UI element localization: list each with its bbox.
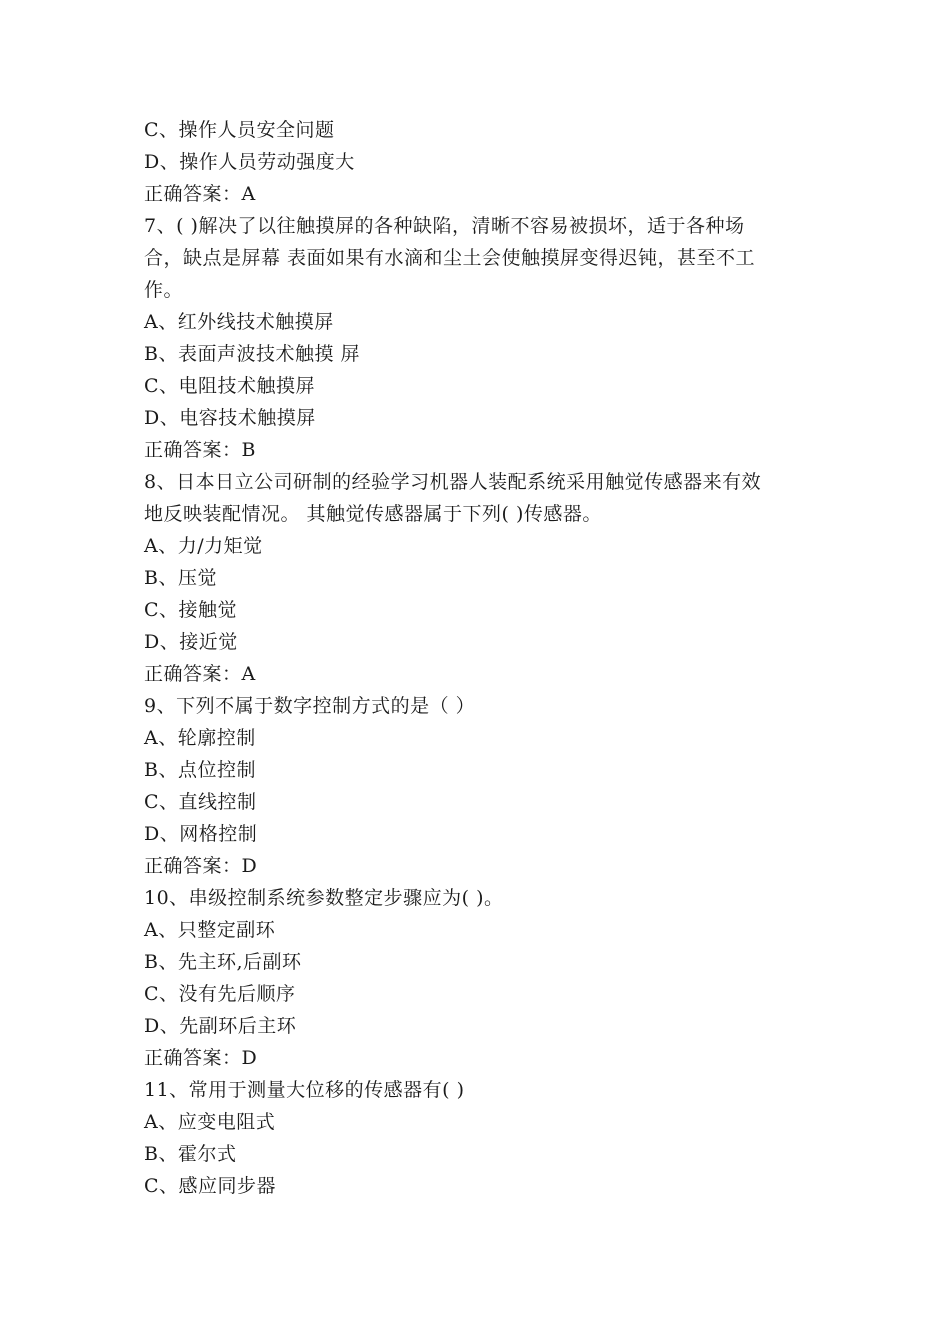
option-line: A、轮廓控制 xyxy=(144,727,256,749)
question-stem-line: 9、下列不属于数字控制方式的是（ ） xyxy=(144,695,476,717)
option-line: B、压觉 xyxy=(144,567,217,589)
option-line: B、先主环,后副环 xyxy=(144,951,302,973)
option-line: B、点位控制 xyxy=(144,759,256,781)
option-line: D、操作人员劳动强度大 xyxy=(144,151,355,173)
question-11 xyxy=(144,1074,812,1202)
answer-line: 正确答案：D xyxy=(144,855,258,877)
answer-line: 正确答案：B xyxy=(144,439,256,461)
answer-line: 正确答案：A xyxy=(144,663,256,685)
answer-line: 正确答案：A xyxy=(144,183,256,205)
option-line: A、只整定副环 xyxy=(144,919,276,941)
option-line: D、接近觉 xyxy=(144,631,238,653)
option-line: B、霍尔式 xyxy=(144,1143,237,1165)
question-8 xyxy=(144,466,812,690)
option-line: C、直线控制 xyxy=(144,791,257,813)
option-line: B、表面声波技术触摸 屏 xyxy=(144,343,361,365)
document-page xyxy=(144,114,812,1202)
option-line: D、网格控制 xyxy=(144,823,258,845)
question-stem-line: 合，缺点是屏幕 表面如果有水滴和尘土会使触摸屏变得迟钝，甚至不工 xyxy=(144,247,756,269)
question-stem-line: 11、常用于测量大位移的传感器有( ) xyxy=(144,1079,465,1101)
option-line: D、先副环后主环 xyxy=(144,1015,297,1037)
option-line: C、电阻技术触摸屏 xyxy=(144,375,316,397)
question-10 xyxy=(144,882,812,1074)
question-7 xyxy=(144,210,812,466)
previous-question-tail xyxy=(144,114,812,210)
option-line: C、接触觉 xyxy=(144,599,238,621)
option-line: C、感应同步器 xyxy=(144,1175,277,1197)
answer-line: 正确答案：D xyxy=(144,1047,258,1069)
option-line: D、电容技术触摸屏 xyxy=(144,407,316,429)
question-stem-line: 8、日本日立公司研制的经验学习机器人装配系统采用触觉传感器来有效 xyxy=(144,471,762,493)
option-line: A、应变电阻式 xyxy=(144,1111,276,1133)
option-line: C、操作人员安全问题 xyxy=(144,119,335,141)
option-line: C、没有先后顺序 xyxy=(144,983,296,1005)
question-9 xyxy=(144,690,812,882)
question-stem-line: 作。 xyxy=(144,279,184,301)
question-stem-line: 地反映装配情况。 其触觉传感器属于下列( )传感器。 xyxy=(144,503,602,525)
option-line: A、力/力矩觉 xyxy=(144,535,263,557)
question-stem-line: 10、串级控制系统参数整定步骤应为( )。 xyxy=(144,887,504,909)
option-line: A、红外线技术触摸屏 xyxy=(144,311,334,333)
question-stem-line: 7、( )解决了以往触摸屏的各种缺陷，清晰不容易被损坏，适于各种场 xyxy=(144,215,745,237)
